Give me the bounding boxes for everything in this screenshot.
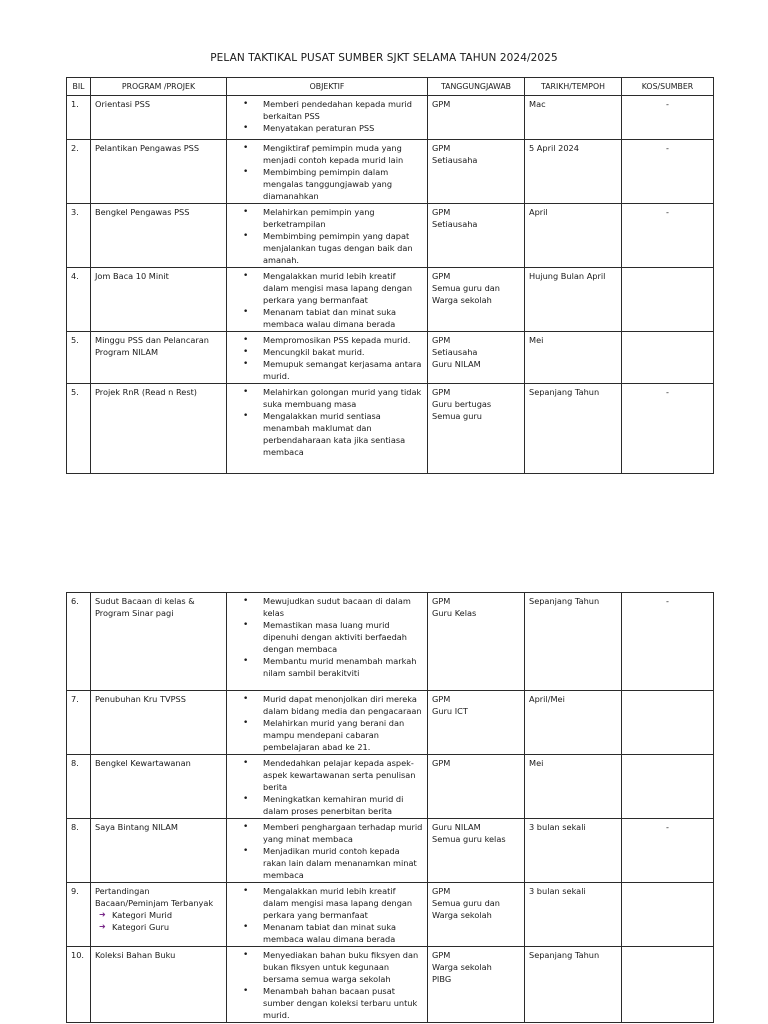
objektif-list <box>231 386 423 458</box>
cell-tanggungjawab <box>428 593 525 691</box>
table-row <box>67 755 714 819</box>
tanggungjawab-line: GPM <box>432 271 451 281</box>
cell-objektif <box>227 755 428 819</box>
objektif-item: • Menjadikan murid contoh kepada rakan lain dalam menanamkan minat membaca <box>243 845 423 881</box>
objektif-list <box>231 595 423 679</box>
tanggungjawab-line: GPM <box>432 694 451 704</box>
program-name: Orientasi PSS <box>95 99 151 109</box>
cell-program <box>91 204 227 268</box>
tanggungjawab-line: Guru ICT <box>432 706 468 716</box>
objektif-item: • Membantu murid menambah markah nilam sambil berakitviti <box>243 655 423 679</box>
cell-objektif <box>227 268 428 332</box>
program-name: Bengkel Pengawas PSS <box>95 207 190 217</box>
tanggungjawab-line: Guru NILAM <box>432 359 481 369</box>
cell-kos: - <box>622 140 714 204</box>
cell-bil: 5. <box>67 384 91 474</box>
objektif-list <box>231 98 423 134</box>
cell-program <box>91 384 227 474</box>
tanggungjawab-line: GPM <box>432 950 451 960</box>
cell-kos <box>622 691 714 755</box>
header-tanggungjawab: TANGGUNGJAWAB <box>428 78 525 96</box>
tanggungjawab-line: Semua guru dan <box>432 898 500 908</box>
cell-tarikh: Sepanjang Tahun <box>525 947 622 1023</box>
table-row <box>67 268 714 332</box>
cell-bil: 9. <box>67 883 91 947</box>
tanggungjawab-line: Setiausaha <box>432 347 478 357</box>
cell-tanggungjawab <box>428 332 525 384</box>
table-row <box>67 140 714 204</box>
program-name: Minggu PSS dan Pelancaran Program NILAM <box>95 335 209 357</box>
tanggungjawab-line: GPM <box>432 207 451 217</box>
tanggungjawab-line: GPM <box>432 596 451 606</box>
cell-program <box>91 883 227 947</box>
cell-program <box>91 755 227 819</box>
header-objektif: OBJEKTIF <box>227 78 428 96</box>
tanggungjawab-line: Warga sekolah <box>432 910 492 920</box>
cell-program <box>91 268 227 332</box>
cell-bil: 5. <box>67 332 91 384</box>
program-name: Saya Bintang NILAM <box>95 822 178 832</box>
program-sub-list <box>95 909 222 933</box>
objektif-item: • Menanam tabiat dan minat suka membaca walau dimana berada <box>243 921 423 945</box>
plan-table-page-2 <box>66 592 714 1023</box>
objektif-item: • Memastikan masa luang murid dipenuhi dengan aktiviti berfaedah dengan membaca <box>243 619 423 655</box>
tanggungjawab-line: GPM <box>432 387 451 397</box>
cell-tanggungjawab <box>428 947 525 1023</box>
cell-objektif <box>227 384 428 474</box>
objektif-item: • Mengalakkan murid lebih kreatif dalam mengisi masa lapang dengan perkara yang bermanfaat <box>243 885 423 921</box>
cell-kos: - <box>622 819 714 883</box>
cell-objektif <box>227 593 428 691</box>
program-name: Pertandingan Bacaan/Peminjam Terbanyak <box>95 886 214 908</box>
objektif-item: • Melahirkan pemimpin yang berketrampilan <box>243 206 423 230</box>
cell-kos <box>622 332 714 384</box>
header-program: PROGRAM /PROJEK <box>91 78 227 96</box>
objektif-item: • Mengalakkan murid sentiasa menambah maklumat dan perbendaharaan kata jika sentiasa membaca <box>243 410 423 458</box>
tanggungjawab-line: Guru Kelas <box>432 608 477 618</box>
cell-objektif <box>227 204 428 268</box>
cell-objektif <box>227 883 428 947</box>
cell-bil: 7. <box>67 691 91 755</box>
cell-tarikh: April <box>525 204 622 268</box>
objektif-list <box>231 949 423 1021</box>
cell-program <box>91 819 227 883</box>
cell-tarikh: Mei <box>525 332 622 384</box>
program-name: Jom Baca 10 Minit <box>95 271 169 281</box>
cell-bil: 6. <box>67 593 91 691</box>
tanggungjawab-line: GPM <box>432 143 451 153</box>
objektif-item: • Memberi pendedahan kepada murid berkaitan PSS <box>243 98 423 122</box>
cell-program <box>91 332 227 384</box>
cell-bil: 8. <box>67 819 91 883</box>
table-row <box>67 384 714 474</box>
tanggungjawab-line: Semua guru dan <box>432 283 500 293</box>
program-name: Bengkel Kewartawanan <box>95 758 191 768</box>
objektif-item: • Membimbing pemimpin yang dapat menjalankan tugas dengan baik dan amanah. <box>243 230 423 266</box>
cell-tanggungjawab <box>428 96 525 140</box>
table-row <box>67 204 714 268</box>
program-sub-label: Kategori Guru <box>112 922 170 932</box>
objektif-item: • Menyediakan bahan buku fiksyen dan bukan fiksyen untuk kegunaan bersama semua warga sekolah <box>243 949 423 985</box>
objektif-list <box>231 757 423 817</box>
cell-tanggungjawab <box>428 883 525 947</box>
page-title: PELAN TAKTIKAL PUSAT SUMBER SJKT SELAMA TAHUN 2024/2025 <box>210 52 558 64</box>
arrow-bullet-icon: ➜ <box>99 922 106 931</box>
tanggungjawab-line: GPM <box>432 758 451 768</box>
objektif-item: • Mewujudkan sudut bacaan di dalam kelas <box>243 595 423 619</box>
cell-kos: - <box>622 593 714 691</box>
objektif-list <box>231 270 423 330</box>
tanggungjawab-line: Warga sekolah <box>432 962 492 972</box>
program-sub-label: Kategori Murid <box>112 910 173 920</box>
cell-kos <box>622 268 714 332</box>
cell-tarikh: 3 bulan sekali <box>525 883 622 947</box>
tanggungjawab-line: Guru NILAM <box>432 822 481 832</box>
cell-tanggungjawab <box>428 755 525 819</box>
cell-program <box>91 140 227 204</box>
table-body <box>67 593 714 1023</box>
cell-tarikh: Sepanjang Tahun <box>525 593 622 691</box>
cell-kos <box>622 883 714 947</box>
objektif-item: • Melahirkan golongan murid yang tidak suka membuang masa <box>243 386 423 410</box>
objektif-item: • Menyatakan peraturan PSS <box>243 122 423 134</box>
cell-tarikh: 5 April 2024 <box>525 140 622 204</box>
table-row <box>67 96 714 140</box>
objektif-item: • Memupuk semangat kerjasama antara murid. <box>243 358 423 382</box>
objektif-item: • Mempromosikan PSS kepada murid. <box>243 334 423 346</box>
objektif-list <box>231 206 423 266</box>
cell-program <box>91 593 227 691</box>
cell-tarikh: Sepanjang Tahun <box>525 384 622 474</box>
cell-tarikh: 3 bulan sekali <box>525 819 622 883</box>
objektif-item: • Meningkatkan kemahiran murid di dalam proses penerbitan berita <box>243 793 423 817</box>
cell-program <box>91 947 227 1023</box>
objektif-list <box>231 885 423 945</box>
tanggungjawab-line: GPM <box>432 99 451 109</box>
objektif-item: • Membimbing pemimpin dalam mengalas tanggungjawab yang diamanahkan <box>243 166 423 202</box>
cell-tanggungjawab <box>428 819 525 883</box>
objektif-list <box>231 142 423 202</box>
tanggungjawab-line: Guru bertugas <box>432 399 492 409</box>
cell-objektif <box>227 819 428 883</box>
cell-tanggungjawab <box>428 268 525 332</box>
tanggungjawab-line: Warga sekolah <box>432 295 492 305</box>
objektif-item: • Mencungkil bakat murid. <box>243 346 423 358</box>
table-header-row <box>67 78 714 96</box>
tanggungjawab-line: Semua guru <box>432 411 482 421</box>
cell-objektif <box>227 96 428 140</box>
cell-tarikh: Mac <box>525 96 622 140</box>
header-bil: BIL <box>67 78 91 96</box>
program-name: Sudut Bacaan di kelas & Program Sinar pagi <box>95 596 195 618</box>
cell-tarikh: April/Mei <box>525 691 622 755</box>
tanggungjawab-line: Semua guru kelas <box>432 834 506 844</box>
cell-program <box>91 96 227 140</box>
cell-bil: 3. <box>67 204 91 268</box>
program-name: Penubuhan Kru TVPSS <box>95 694 186 704</box>
table-row <box>67 691 714 755</box>
cell-kos: - <box>622 204 714 268</box>
tanggungjawab-line: GPM <box>432 886 451 896</box>
arrow-bullet-icon: ➜ <box>99 910 106 919</box>
cell-kos: - <box>622 96 714 140</box>
table-row <box>67 947 714 1023</box>
objektif-item: • Murid dapat menonjolkan diri mereka dalam bidang media dan pengacaraan <box>243 693 423 717</box>
objektif-item: • Mengiktiraf pemimpin muda yang menjadi contoh kepada murid lain <box>243 142 423 166</box>
tanggungjawab-line: PIBG <box>432 974 452 984</box>
cell-objektif <box>227 332 428 384</box>
objektif-item: • Mengalakkan murid lebih kreatif dalam mengisi masa lapang dengan perkara yang bermanfaat <box>243 270 423 306</box>
table-body <box>67 96 714 474</box>
objektif-list <box>231 693 423 753</box>
tanggungjawab-line: GPM <box>432 335 451 345</box>
cell-tanggungjawab <box>428 140 525 204</box>
cell-tanggungjawab <box>428 691 525 755</box>
cell-tarikh: Hujung Bulan April <box>525 268 622 332</box>
cell-tanggungjawab <box>428 384 525 474</box>
objektif-item: • Menanam tabiat dan minat suka membaca walau dimana berada <box>243 306 423 330</box>
cell-objektif <box>227 947 428 1023</box>
cell-bil: 1. <box>67 96 91 140</box>
cell-objektif <box>227 140 428 204</box>
table-row <box>67 593 714 691</box>
table-row <box>67 819 714 883</box>
tanggungjawab-line: Setiausaha <box>432 219 478 229</box>
header-tarikh: TARIKH/TEMPOH <box>525 78 622 96</box>
objektif-item: • Memberi penghargaan terhadap murid yang minat membaca <box>243 821 423 845</box>
cell-kos: - <box>622 384 714 474</box>
cell-kos <box>622 755 714 819</box>
objektif-item: • Menambah bahan bacaan pusat sumber dengan koleksi terbaru untuk murid. <box>243 985 423 1021</box>
program-name: Koleksi Bahan Buku <box>95 950 176 960</box>
objektif-item: • Mendedahkan pelajar kepada aspek-aspek kewartawanan serta penulisan berita <box>243 757 423 793</box>
cell-bil: 2. <box>67 140 91 204</box>
header-kos: KOS/SUMBER <box>622 78 714 96</box>
program-name: Projek RnR (Read n Rest) <box>95 387 198 397</box>
cell-program <box>91 691 227 755</box>
objektif-list <box>231 821 423 881</box>
objektif-list <box>231 334 423 382</box>
cell-bil: 4. <box>67 268 91 332</box>
cell-objektif <box>227 691 428 755</box>
program-sub-item <box>95 921 222 933</box>
cell-tanggungjawab <box>428 204 525 268</box>
objektif-item: • Melahirkan murid yang berani dan mampu mendepani cabaran pembelajaran abad ke 21. <box>243 717 423 753</box>
cell-kos <box>622 947 714 1023</box>
cell-bil: 10. <box>67 947 91 1023</box>
plan-table-page-1 <box>66 77 714 474</box>
cell-bil: 8. <box>67 755 91 819</box>
program-sub-item <box>95 909 222 921</box>
program-name: Pelantikan Pengawas PSS <box>95 143 200 153</box>
table-row <box>67 332 714 384</box>
cell-tarikh: Mei <box>525 755 622 819</box>
table-row <box>67 883 714 947</box>
tanggungjawab-line: Setiausaha <box>432 155 478 165</box>
